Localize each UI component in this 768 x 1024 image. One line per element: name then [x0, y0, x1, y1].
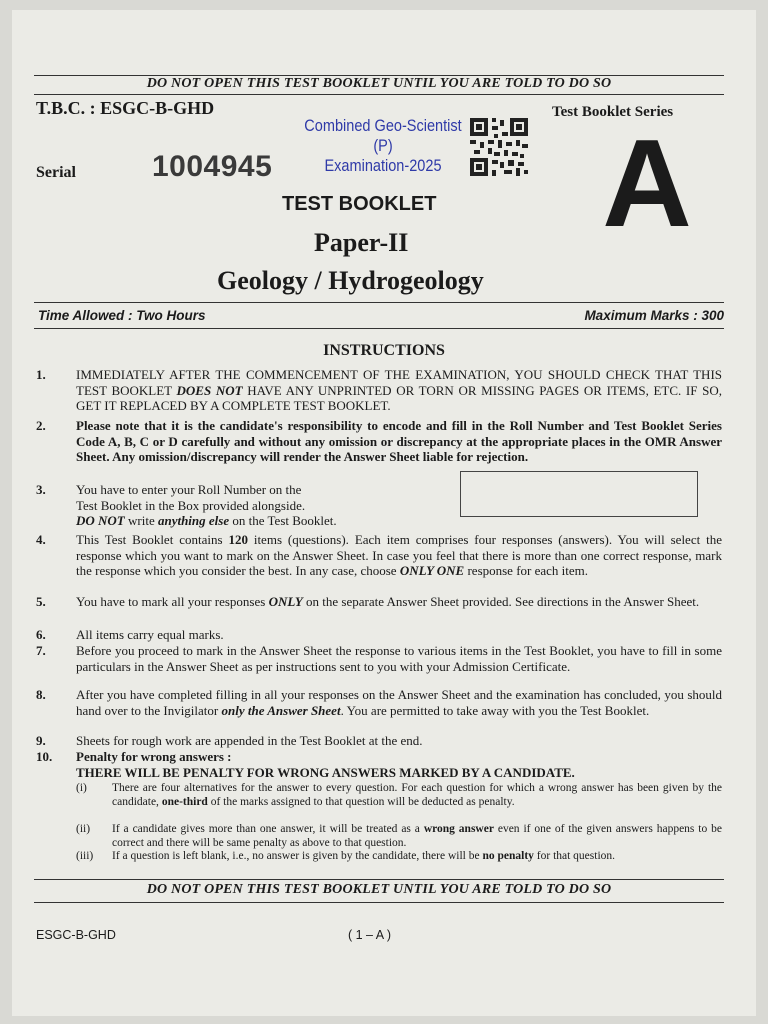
- sub-item-number: (iii): [76, 850, 94, 862]
- test-booklet-page: DO NOT OPEN THIS TEST BOOKLET UNTIL YOU ARE TOLD TO DO SO T.B.C. : ESGC-B-GHD Serial 1004945 Combined Geo-Scientist (P) Examination-2025 Test Booklet Series A TEST BOOKLET Paper-II Geology / Hydrogeology Time Allowed : Two Hours Maximum Marks : 300 INSTRUCTIONS 1. IMMEDIATELY AFTER THE COMMENCEMENT OF THE EXAMINATION, YOU SHOULD CHECK THAT THIS TEST BOOKLET DOES NOT HAVE ANY UNPRINTED OR TORN OR MISSING PAGES OR ITEMS, ETC. IF SO, GET IT REPLACED BY A COMPLETE TEST BOOKLET. 2. Please note that it is the candidate's responsibility to encode and fill in the Roll Number and Test Booklet Series Code A, B, C or D carefully and without any omission or discrepancy at the appropriate places in the OMR Answer Sheet. Any omission/discrepancy will render the Answer Sheet liable for rejection. 3. You have to enter your Roll Number on the Test Booklet in the Box provided alongside. DO NOT write anything else on the Test Booklet. 4. This Test Booklet contains 120 items (questions). Each item comprises four responses (answers). You will select the response which you want to mark on the Answer Sheet. In case you feel that there is more than one correct response, mark the response which you consider the best. In any case, choose ONLY ONE response for each item. 5. You have to mark all your responses ONLY on the separate Answer Sheet provided. See directions in the Answer Sheet. 6. All items carry equal marks. 7. Before you proceed to mark in the Answer Sheet the response to various items in the Test Booklet, you have to fill in some particulars in the Answer Sheet as per instructions sent to you with your Admission Certificate. 8. After you have completed filling in all your responses on the Answer Sheet and the examination has concluded, you should hand over to the Invigilator only the Answer Sheet. You are permitted to take away with you the Test Booklet. 9. Sheets for rough work are appended in the Test Booklet at the end. 10. Penalty for wrong answers : THERE WILL BE PENALTY FOR WRONG ANSWERS MARKED BY A CANDIDATE. (i) There are four alternatives for the answer to every question. For each question for which a wrong answer has been given by the candidate, one-third of the marks assigned to that question will be deducted as penalty. (ii) If a candidate gives more than one answer, it will be treated as a wrong answer even if one of the given answers happens to be correct and there will be same penalty as above to that question. (iii) If a question is left blank, i.e., no answer is given by the candidate, there will be no penalty for that question. DO NOT OPEN THIS TEST BOOKLET UNTIL YOU ARE TOLD TO DO SO ESGC-B-GHD ( 1 – A ): [12, 10, 756, 1016]
- time-rule-bottom: [34, 328, 724, 329]
- top-warning-banner: DO NOT OPEN THIS TEST BOOKLET UNTIL YOU ARE TOLD TO DO SO: [146, 76, 612, 91]
- item-number: 6.: [36, 627, 46, 642]
- penalty-subtitle: THERE WILL BE PENALTY FOR WRONG ANSWERS MARKED BY A CANDIDATE.: [76, 764, 575, 780]
- series-label: Test Booklet Series: [552, 104, 674, 120]
- subject-title: Geology / Hydrogeology: [217, 266, 484, 295]
- time-marks-row: [38, 306, 724, 328]
- item-number: 2.: [36, 418, 46, 433]
- paper-title: Paper-II: [314, 228, 409, 257]
- time-allowed: Time Allowed : Two Hours: [38, 308, 206, 323]
- footer-code: ESGC-B-GHD: [36, 928, 116, 942]
- item-number: 1.: [36, 367, 46, 382]
- tbc-code: T.B.C. : ESGC-B-GHD: [36, 98, 215, 118]
- item-number: 7.: [36, 643, 46, 658]
- serial-label: Serial: [36, 164, 76, 181]
- item-number: 4.: [36, 532, 46, 547]
- item-number: 5.: [36, 594, 46, 609]
- sub-item-number: (i): [76, 782, 87, 794]
- page-number: ( 1 – A ): [348, 928, 392, 942]
- item-number: 3.: [36, 482, 46, 497]
- serial-number: 1004945: [152, 150, 273, 183]
- bottom-rule: [34, 879, 724, 880]
- sub-item-number: (ii): [76, 823, 91, 835]
- item-number: 10.: [36, 749, 53, 764]
- instructions-heading: INSTRUCTIONS: [323, 342, 445, 359]
- qr-code-icon: [470, 118, 528, 176]
- series-letter: A: [602, 115, 692, 253]
- penalty-title: Penalty for wrong answers :: [76, 749, 232, 764]
- roll-number-box[interactable]: [460, 471, 698, 517]
- exam-name: [303, 116, 463, 176]
- exam-name-line1: Combined Geo-Scientist (P): [304, 117, 462, 155]
- item-number: 8.: [36, 687, 46, 702]
- time-rule-top: [34, 302, 724, 303]
- maximum-marks: Maximum Marks : 300: [584, 308, 724, 323]
- exam-name-line2: Examination-2025: [324, 157, 442, 175]
- item-number: 9.: [36, 733, 46, 748]
- top-rule-lower: [34, 94, 724, 95]
- bottom-rule-lower: [34, 902, 724, 903]
- booklet-title: TEST BOOKLET: [282, 193, 437, 215]
- bottom-warning-banner: DO NOT OPEN THIS TEST BOOKLET UNTIL YOU ARE TOLD TO DO SO: [146, 882, 612, 897]
